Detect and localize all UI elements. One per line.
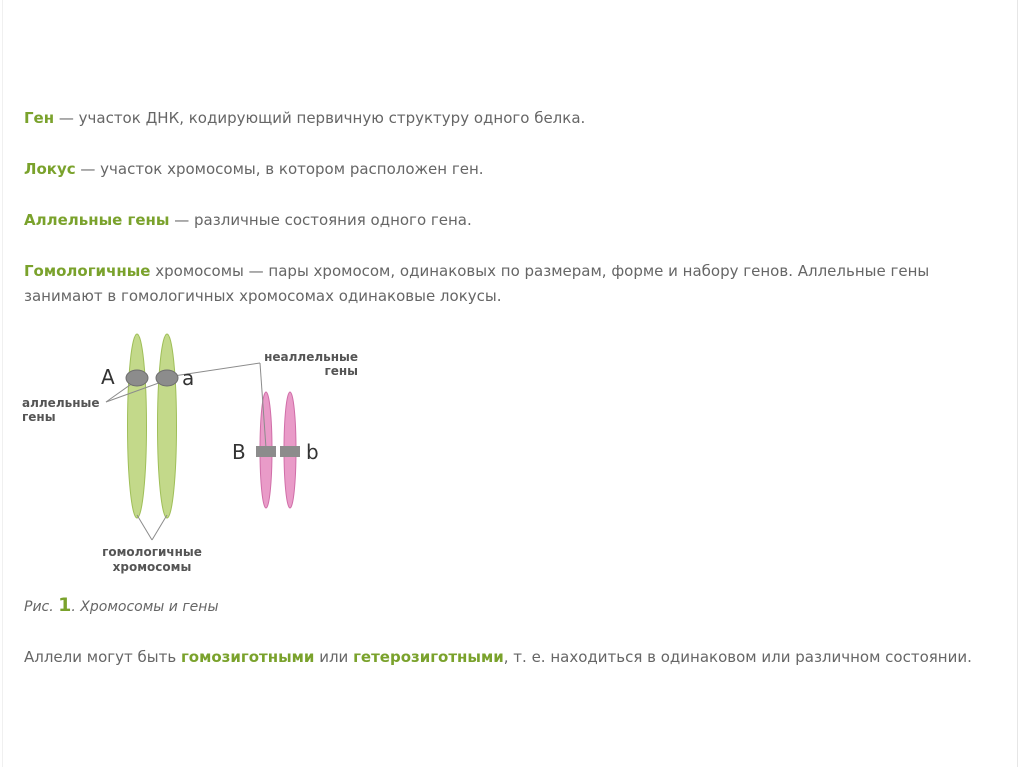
figure-caption	[24, 594, 219, 616]
term-gene: Ген	[24, 109, 55, 127]
label-allelic-genes-line1: аллельные	[22, 396, 100, 410]
gene-band-b	[280, 446, 300, 457]
definition-homologous-text: хромосомы — пары хромосом, одинаковых по размерам, форме и набору генов. Аллельные гены занимают в гомологичных хромосомах одинаковые локусы.	[24, 262, 930, 305]
definition-gene-text: — участок ДНК, кодирующий первичную структуру одного белка.	[54, 109, 586, 127]
homologous-leader-line-1	[137, 515, 152, 540]
definition-allelic-genes	[24, 208, 984, 233]
term-homozygous: гомозиготными	[180, 648, 315, 666]
alleles-text-after: , т. е. находиться в одинаковом или различном состоянии.	[503, 648, 972, 666]
frame-border-left	[2, 0, 3, 767]
definition-locus-text: — участок хромосомы, в котором расположен ген.	[75, 160, 484, 178]
term-heterozygous: гетерозиготными	[353, 648, 504, 666]
term-allelic-genes: Аллельные гены	[24, 211, 170, 229]
label-nonallelic-genes-line2: гены	[324, 364, 358, 378]
homologous-leader-line-2	[152, 515, 167, 540]
chromosome-figure	[18, 330, 378, 580]
alleles-text-middle: или	[314, 648, 354, 666]
label-B: B	[232, 440, 246, 464]
caption-number: 1	[58, 594, 72, 616]
label-a: a	[182, 366, 195, 390]
term-locus: Локус	[24, 160, 76, 178]
gene-marker-a	[156, 370, 178, 386]
caption-title: . Хромосомы и гены	[71, 599, 219, 615]
label-allelic-genes-line2: гены	[22, 410, 56, 424]
frame-border-right	[1017, 0, 1018, 767]
label-homologous-chromosomes-line1: гомологичные	[102, 545, 202, 559]
term-homologous: Гомологичные	[24, 262, 151, 280]
caption-prefix: Рис.	[24, 599, 59, 615]
gene-marker-A	[126, 370, 148, 386]
alleles-paragraph	[24, 645, 984, 670]
alleles-text-before: Аллели могут быть	[24, 648, 181, 666]
label-b: b	[306, 440, 319, 464]
gene-band-B	[256, 446, 276, 457]
definition-homologous	[24, 259, 984, 309]
definition-locus	[24, 157, 984, 182]
green-chromosome-left	[128, 334, 147, 518]
definition-gene	[24, 106, 984, 131]
green-chromosome-right	[158, 334, 177, 518]
label-homologous-chromosomes-line2: хромосомы	[112, 560, 192, 574]
label-nonallelic-genes-line1: неаллельные	[264, 350, 358, 364]
nonallelic-leader-line-1	[167, 363, 260, 377]
label-A: A	[101, 365, 115, 389]
definition-allelic-genes-text: — различные состояния одного гена.	[169, 211, 472, 229]
